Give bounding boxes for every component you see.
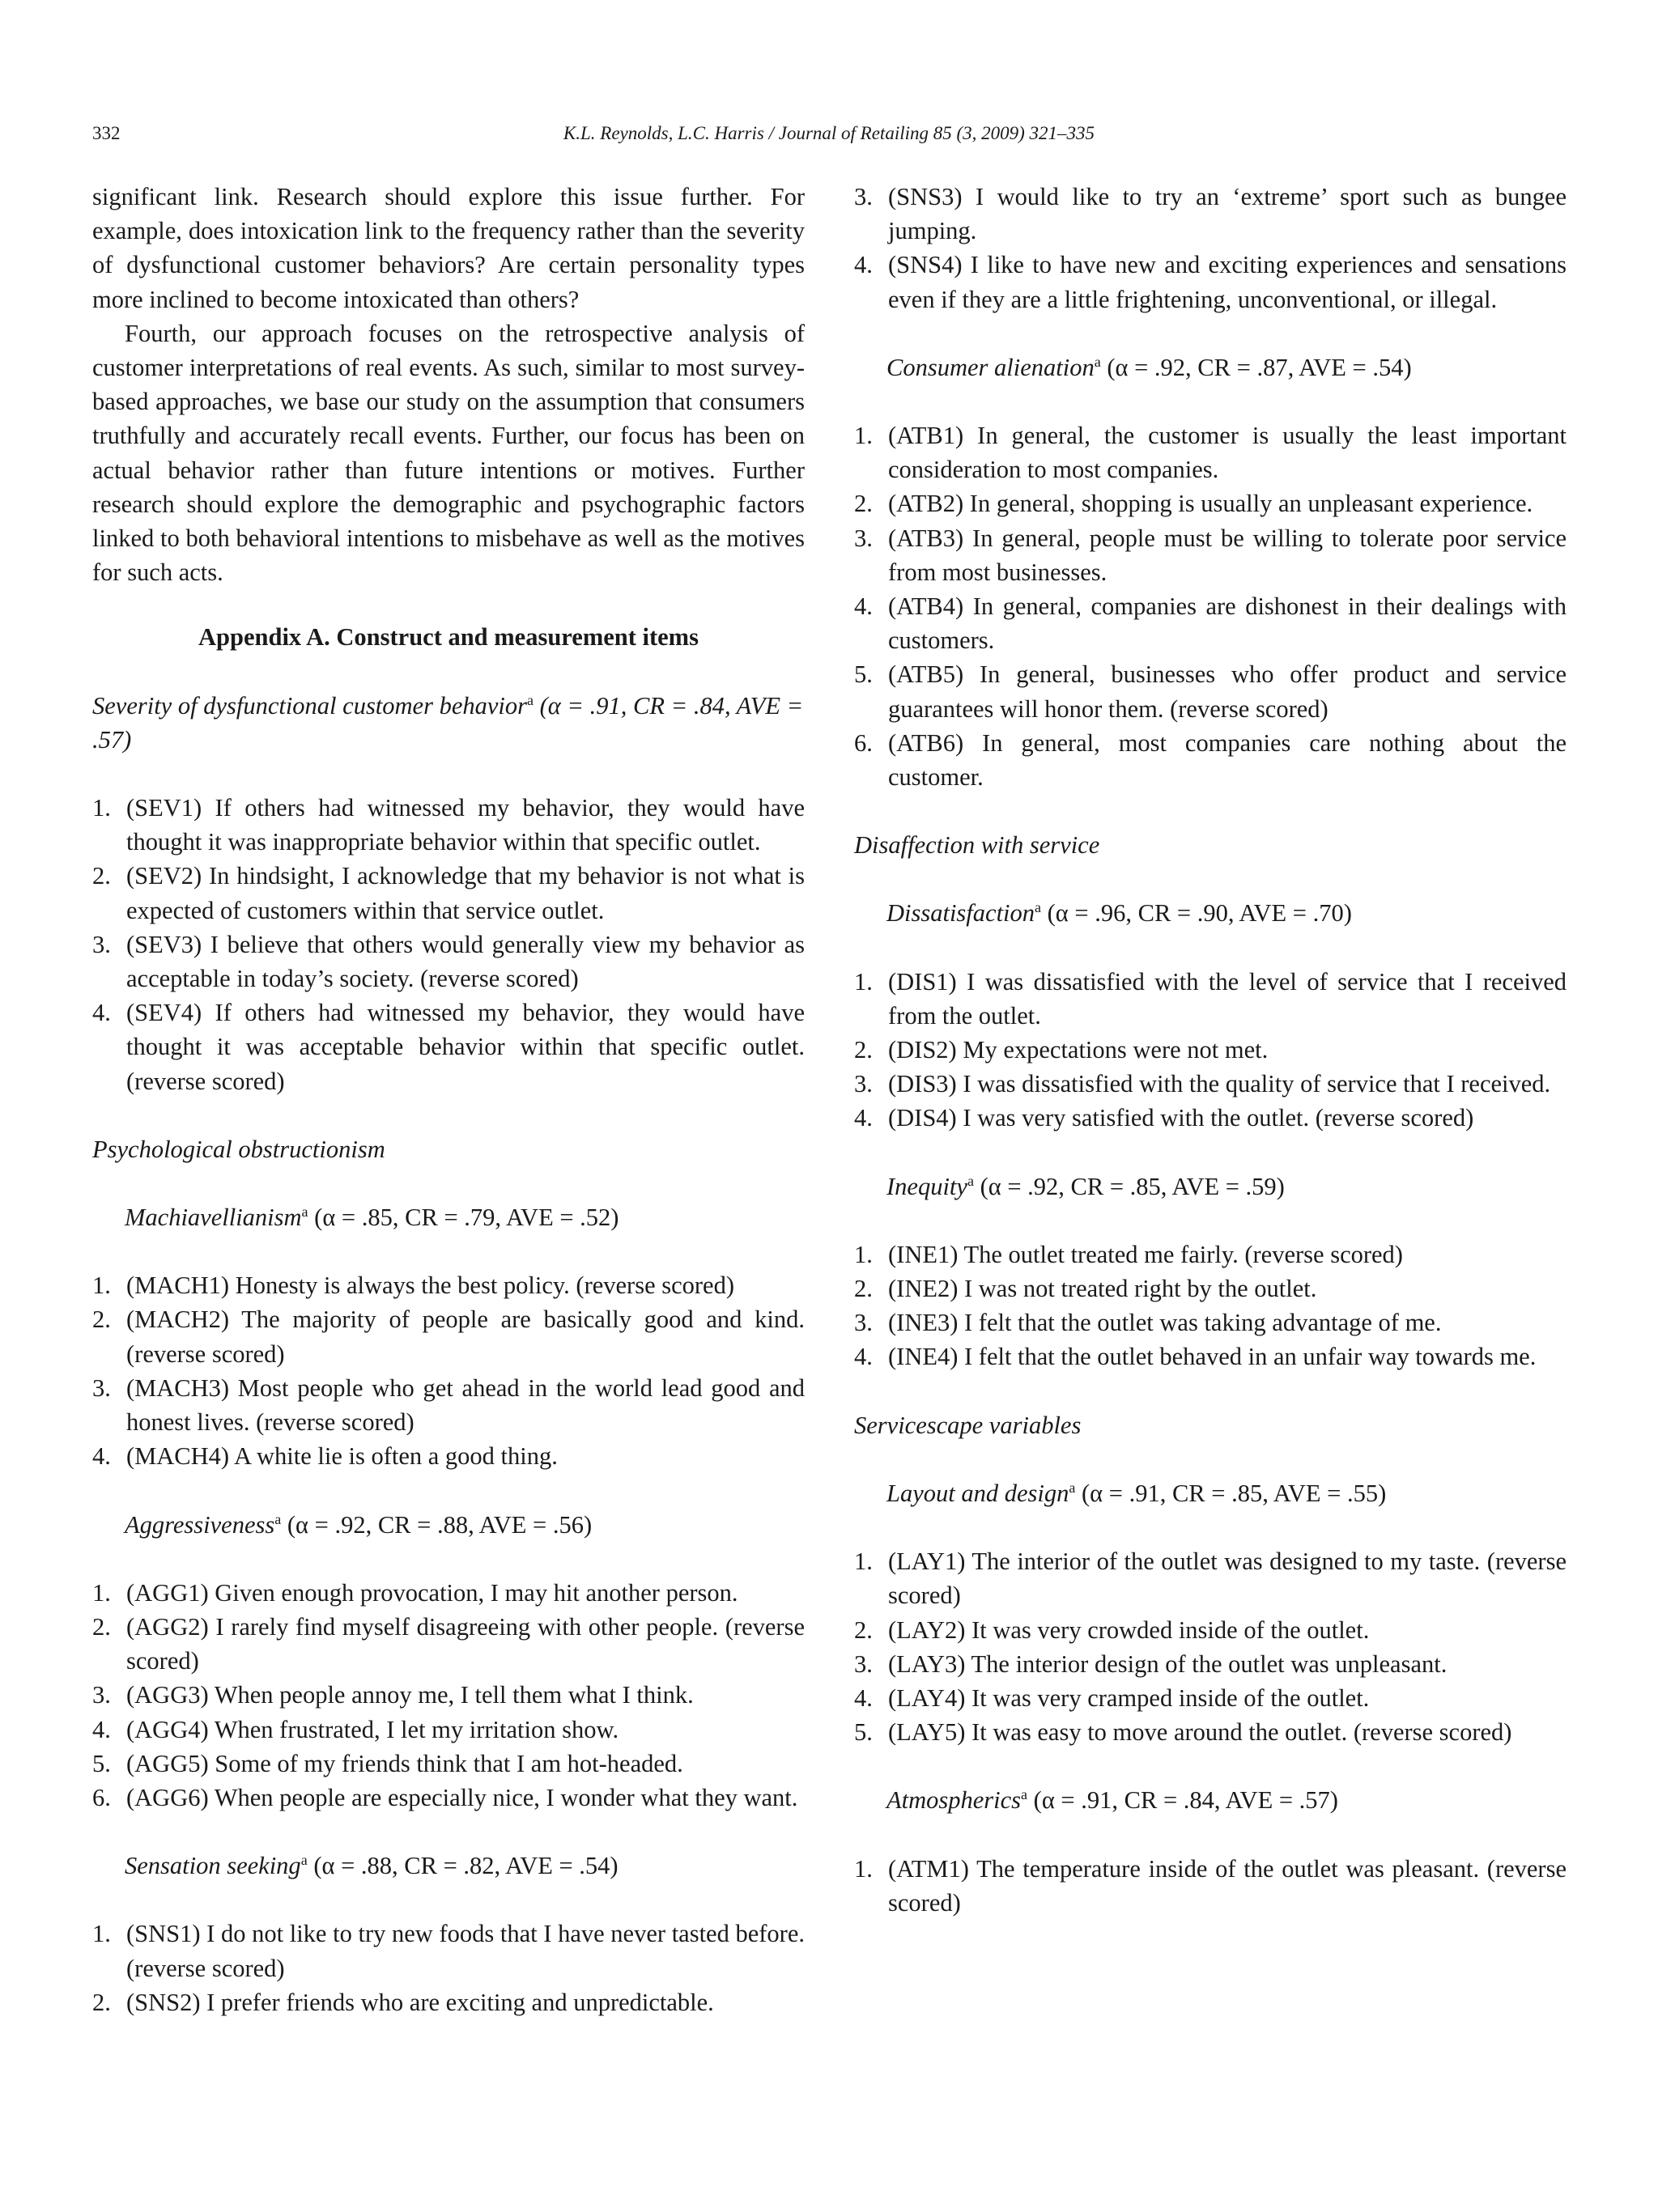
footnote-marker: a xyxy=(1069,1479,1076,1496)
construct-name: Sensation seeking xyxy=(125,1852,301,1880)
item-text: (ATB2) In general, shopping is usually an unpleasant experience. xyxy=(888,490,1533,518)
item-text: (LAY3) The interior design of the outlet was unpleasant. xyxy=(888,1649,1448,1678)
item-number: 5. xyxy=(854,1718,873,1747)
list-item xyxy=(854,180,1567,248)
appendix-heading: Appendix A. Construct and measurement items xyxy=(198,623,699,652)
item-text: (LAY4) It was very cramped inside of the outlet. xyxy=(888,1683,1370,1712)
list-item xyxy=(92,1781,805,1815)
list-item xyxy=(854,657,1567,725)
item-number: 1. xyxy=(854,967,873,996)
item-text: (AGG6) When people are especially nice, I wonder what they want. xyxy=(126,1783,798,1811)
list-item xyxy=(92,1576,805,1610)
item-text: (SEV4) If others had witnessed my behavior, they would have thought it was acceptable behavior within that specific outlet. (reverse scored) xyxy=(126,999,805,1095)
item-text: (DIS1) I was dissatisfied with the level of service that I received from the outlet. xyxy=(888,967,1567,1030)
list-item xyxy=(92,1917,805,1985)
body-paragraph: significant link. Research should explore this issue further. For example, does intoxication link to the frequency rather than the severity of dysfunctional customer behaviors? Are certain personality types more inclined to become intoxicated than others? xyxy=(92,183,805,313)
item-list-dis xyxy=(854,965,1567,1136)
list-item xyxy=(92,1371,805,1439)
spacer xyxy=(854,316,1567,350)
list-item xyxy=(854,1613,1567,1647)
item-number: 5. xyxy=(854,660,873,689)
list-item xyxy=(854,1715,1567,1749)
page-number: 332 xyxy=(92,123,121,143)
construct-name: Layout and design xyxy=(886,1479,1069,1507)
item-number: 3. xyxy=(854,1070,873,1098)
list-item xyxy=(854,965,1567,1033)
spacer xyxy=(92,1815,805,1849)
item-text: (SEV3) I believe that others would generally view my behavior as acceptable in today’s society. (reverse scored) xyxy=(126,930,805,993)
item-text: (SEV2) In hindsight, I acknowledge that my behavior is not what is expected of customers within that service outlet. xyxy=(126,862,805,924)
construct-name: Consumer alienation xyxy=(886,353,1095,381)
construct-stats: (α = .91, CR = .84, AVE = .57) xyxy=(1027,1786,1338,1815)
item-text: (MACH3) Most people who get ahead in the world lead good and honest lives. (reverse scored) xyxy=(126,1373,805,1437)
list-item xyxy=(854,1306,1567,1340)
item-text: (DIS4) I was very satisfied with the outlet. (reverse scored) xyxy=(888,1104,1474,1132)
construct-stats: (α = .91, CR = .84, AVE = .57) xyxy=(92,691,804,754)
item-number: 3. xyxy=(92,930,111,958)
item-number: 4. xyxy=(854,592,873,621)
item-number: 4. xyxy=(854,1343,873,1371)
item-number: 1. xyxy=(854,1854,873,1883)
item-text: (SNS1) I do not like to try new foods that I have never tasted before. (reverse scored) xyxy=(126,1920,805,1982)
construct-stats: (α = .92, CR = .85, AVE = .59) xyxy=(973,1172,1285,1200)
item-number: 2. xyxy=(92,1306,111,1334)
item-number: 4. xyxy=(92,1715,111,1743)
construct-name: Dissatisfaction xyxy=(886,899,1035,928)
list-item xyxy=(92,928,805,996)
item-text: (ATB5) In general, businesses who offer product and service guarantees will honor them. (reverse scored) xyxy=(888,660,1567,723)
item-number: 2. xyxy=(854,490,873,518)
item-text: (AGG4) When frustrated, I let my irritation show. xyxy=(126,1715,619,1743)
item-number: 2. xyxy=(92,1988,111,2016)
item-number: 5. xyxy=(92,1749,111,1777)
item-list-lay xyxy=(854,1544,1567,1749)
item-number: 1. xyxy=(854,1240,873,1268)
list-item xyxy=(854,726,1567,794)
item-number: 1. xyxy=(854,1548,873,1576)
item-number: 2. xyxy=(854,1036,873,1064)
running-head: K.L. Reynolds, L.C. Harris / Journal of Retailing 85 (3, 2009) 321–335 xyxy=(563,123,1095,143)
footnote-marker: a xyxy=(1035,899,1042,916)
left-column xyxy=(92,180,805,2019)
item-text: (DIS2) My expectations were not met. xyxy=(888,1036,1269,1064)
item-number: 4. xyxy=(854,1104,873,1132)
group-heading-servicescape: Servicescape variables xyxy=(854,1411,1082,1439)
item-number: 3. xyxy=(854,524,873,552)
list-item xyxy=(854,418,1567,486)
construct-stats: (α = .91, CR = .85, AVE = .55) xyxy=(1075,1479,1387,1507)
item-number: 1. xyxy=(92,1578,111,1607)
item-text: (ATB6) In general, most companies care nothing about the customer. xyxy=(888,728,1567,792)
item-number: 6. xyxy=(92,1783,111,1811)
list-item xyxy=(92,1610,805,1678)
item-number: 4. xyxy=(854,1683,873,1712)
list-item xyxy=(854,1852,1567,1920)
right-column xyxy=(854,180,1567,1920)
list-item xyxy=(92,1678,805,1712)
list-item xyxy=(92,996,805,1098)
spacer xyxy=(854,1136,1567,1170)
item-text: (LAY1) The interior of the outlet was designed to my taste. (reverse scored) xyxy=(888,1548,1567,1610)
list-item xyxy=(92,1713,805,1747)
construct-heading-lay xyxy=(886,1476,1567,1510)
item-text: (INE1) The outlet treated me fairly. (reverse scored) xyxy=(888,1240,1403,1268)
item-text: (SNS4) I like to have new and exciting experiences and sensations even if they are a little frightening, unconventional, or illegal. xyxy=(888,251,1567,313)
list-item xyxy=(854,1544,1567,1612)
page-header xyxy=(0,123,1658,155)
list-item xyxy=(854,1067,1567,1101)
item-text: (SNS2) I prefer friends who are exciting and unpredictable. xyxy=(126,1988,714,2016)
construct-name: Atmospherics xyxy=(886,1786,1022,1815)
construct-stats: (α = .85, CR = .79, AVE = .52) xyxy=(308,1204,619,1232)
group-heading-disaffection: Disaffection with service xyxy=(854,831,1100,860)
item-list-atb xyxy=(854,418,1567,794)
item-text: (INE3) I felt that the outlet was taking advantage of me. xyxy=(888,1309,1442,1337)
construct-heading-agg xyxy=(125,1508,805,1542)
item-list-atm xyxy=(854,1852,1567,1920)
item-number: 3. xyxy=(854,183,873,210)
group-heading-psych: Psychological obstructionism xyxy=(92,1135,385,1163)
construct-name: Aggressiveness xyxy=(125,1510,275,1539)
item-number: 3. xyxy=(92,1681,111,1709)
construct-stats: (α = .96, CR = .90, AVE = .70) xyxy=(1041,899,1352,928)
item-number: 4. xyxy=(854,251,873,279)
list-item xyxy=(92,1439,805,1473)
item-text: (AGG3) When people annoy me, I tell them what I think. xyxy=(126,1681,694,1709)
list-item xyxy=(854,521,1567,589)
item-text: (LAY2) It was very crowded inside of the outlet. xyxy=(888,1615,1370,1644)
list-item xyxy=(92,791,805,859)
construct-heading-severity xyxy=(92,689,805,757)
footnote-marker: a xyxy=(274,1510,282,1527)
body-paragraph: Fourth, our approach focuses on the retrospective analysis of customer interpretations of real events. As such, similar to most survey-based approaches, we base our study on the assumption that consumers truthfully and accurately recall events. Further, our focus has been on actual behavior rather than future intentions or motives. Further research should explore the demographic and psychographic factors linked to both behavioral intentions to misbehave as well as the motives for such acts. xyxy=(92,319,805,587)
list-item xyxy=(854,248,1567,316)
item-text: (MACH4) A white lie is often a good thing. xyxy=(126,1442,558,1471)
item-number: 6. xyxy=(854,728,873,757)
list-item xyxy=(854,1101,1567,1135)
construct-name: Machiavellianism xyxy=(125,1204,302,1232)
item-number: 2. xyxy=(92,862,111,890)
footnote-marker: a xyxy=(301,1203,308,1220)
list-item xyxy=(92,1302,805,1370)
construct-stats: (α = .92, CR = .88, AVE = .56) xyxy=(281,1510,593,1539)
item-text: (INE2) I was not treated right by the outlet. xyxy=(888,1275,1317,1303)
item-number: 2. xyxy=(92,1612,111,1641)
construct-heading-atm xyxy=(886,1783,1567,1817)
item-text: (SEV1) If others had witnessed my behavior, they would have thought it was inappropriate behavior within that specific outlet. xyxy=(126,794,805,856)
item-number: 3. xyxy=(854,1649,873,1678)
construct-heading-mach xyxy=(125,1200,805,1234)
item-text: (SNS3) I would like to try an ‘extreme’ sport such as bungee jumping. xyxy=(888,183,1567,245)
construct-heading-atb xyxy=(886,350,1567,384)
item-number: 1. xyxy=(92,1920,111,1948)
footnote-marker: a xyxy=(300,1851,308,1868)
item-text: (LAY5) It was easy to move around the outlet. (reverse scored) xyxy=(888,1718,1512,1747)
footnote-marker: a xyxy=(1094,353,1101,370)
item-number: 2. xyxy=(854,1615,873,1644)
item-number: 3. xyxy=(92,1373,111,1402)
construct-stats: (α = .88, CR = .82, AVE = .54) xyxy=(307,1852,619,1880)
list-item xyxy=(854,1272,1567,1306)
item-list-sns xyxy=(92,1917,805,2019)
construct-heading-dis xyxy=(886,896,1567,930)
list-item xyxy=(92,1747,805,1781)
construct-name: Inequity xyxy=(886,1172,967,1200)
item-text: (MACH1) Honesty is always the best policy. (reverse scored) xyxy=(126,1272,735,1300)
item-text: (INE4) I felt that the outlet behaved in an unfair way towards me. xyxy=(888,1343,1537,1371)
footnote-marker: a xyxy=(527,691,534,708)
list-item xyxy=(92,859,805,927)
list-item xyxy=(92,1268,805,1302)
item-number: 4. xyxy=(92,1442,111,1471)
item-number: 4. xyxy=(92,999,111,1027)
list-item xyxy=(854,1238,1567,1272)
spacer xyxy=(854,1749,1567,1783)
item-text: (ATB1) In general, the customer is usually the least important consideration to most companies. xyxy=(888,422,1567,484)
list-item xyxy=(92,1985,805,2019)
item-list-agg xyxy=(92,1576,805,1815)
list-item xyxy=(854,1033,1567,1067)
item-number: 1. xyxy=(92,1272,111,1300)
construct-name: Severity of dysfunctional customer behavior xyxy=(92,691,528,720)
item-text: (AGG2) I rarely find myself disagreeing with other people. (reverse scored) xyxy=(126,1612,805,1675)
list-item xyxy=(854,486,1567,520)
item-number: 3. xyxy=(854,1309,873,1337)
item-text: (ATM1) The temperature inside of the outlet was pleasant. (reverse scored) xyxy=(888,1854,1567,1917)
item-text: (ATB4) In general, companies are dishonest in their dealings with customers. xyxy=(888,592,1567,655)
item-text: (AGG5) Some of my friends think that I am hot-headed. xyxy=(126,1749,683,1777)
item-text: (ATB3) In general, people must be willing to tolerate poor service from most businesses. xyxy=(888,524,1567,586)
item-text: (MACH2) The majority of people are basically good and kind. (reverse scored) xyxy=(126,1306,805,1368)
item-list-severity xyxy=(92,791,805,1098)
item-list-ine xyxy=(854,1238,1567,1374)
item-list-sns-continued xyxy=(854,180,1567,316)
construct-heading-ine xyxy=(886,1170,1567,1204)
list-item xyxy=(854,1340,1567,1373)
construct-heading-sns xyxy=(125,1849,805,1883)
item-number: 1. xyxy=(854,422,873,450)
footnote-marker: a xyxy=(967,1172,974,1189)
item-number: 1. xyxy=(92,794,111,822)
spacer xyxy=(92,1474,805,1508)
item-text: (DIS3) I was dissatisfied with the quality of service that I received. xyxy=(888,1070,1551,1098)
list-item xyxy=(854,1681,1567,1715)
item-text: (AGG1) Given enough provocation, I may hit another person. xyxy=(126,1578,738,1607)
item-list-mach xyxy=(92,1268,805,1473)
list-item xyxy=(854,1647,1567,1681)
list-item xyxy=(854,589,1567,657)
construct-stats: (α = .92, CR = .87, AVE = .54) xyxy=(1100,353,1412,381)
item-number: 2. xyxy=(854,1275,873,1303)
footnote-marker: a xyxy=(1021,1786,1028,1803)
